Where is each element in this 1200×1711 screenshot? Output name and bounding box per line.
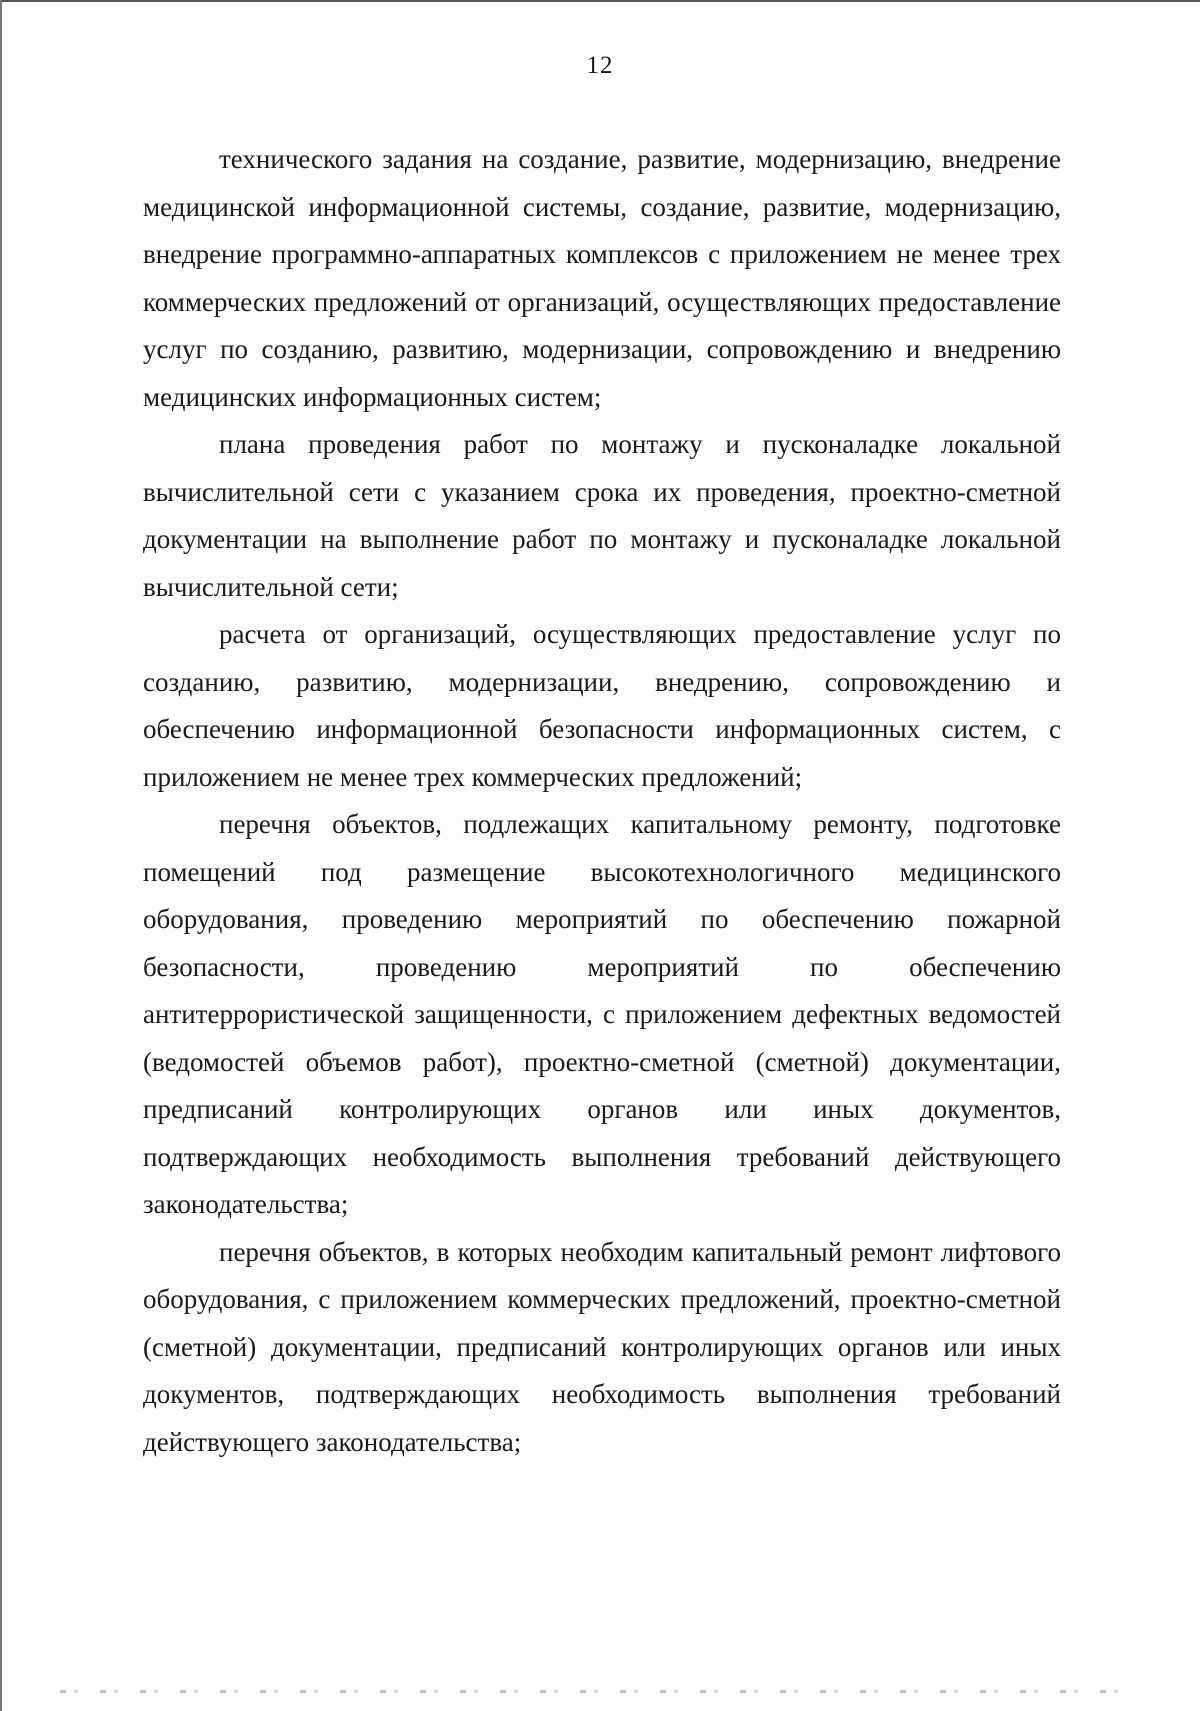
paragraph-elevator-objects: перечня объектов, в которых необходим капитальный ремонт лифтового оборудования, с приложением коммерческих предложений, проектно-сметной (сметной) документации, предписаний контролирующих органов или иных документов, подтверждающих необходимость выполнения требований действующего законодательства; (143, 1236, 1061, 1457)
paragraph-network-plan: плана проведения работ по монтажу и пусконаладке локальной вычислительной сети с указанием срока их проведения, проектно-сметной документации на выполнение работ по монтажу и пусконаладке локальной вычислительной сети; (143, 429, 1061, 602)
paragraph-repair-objects: перечня объектов, подлежащих капитальному ремонту, подготовке помещений под размещение высокотехнологичного медицинского оборудования, проведению мероприятий по обеспечению пожарной безопасности, проведению мероприятий по обеспечению антитеррористической защищенности, с приложением дефектных ведомостей (ведомостей объемов работ), проектно-сметной (сметной) документации, предписаний контролирующих органов или иных документов, подтверждающих необходимость выполнения требований действующего законодательства; (143, 809, 1061, 1219)
scan-edge-top (0, 0, 1200, 2)
scan-edge-left (0, 0, 2, 1711)
scan-footer-noise (60, 1690, 1140, 1693)
page-number: 12 (586, 52, 614, 79)
paragraph-calculation: расчета от организаций, осуществляющих предоставление услуг по созданию, развитию, модернизации, внедрению, сопровождению и обеспечению информационной безопасности информационных систем, с приложением не менее трех коммерческих предложений; (143, 619, 1061, 792)
paragraph-technical-assignment: технического задания на создание, развитие, модернизацию, внедрение медицинской информационной системы, создание, развитие, модернизацию, внедрение программно-аппаратных комплексов с приложением не менее трех коммерческих предложений от организаций, осуществляющих предоставление услуг по созданию, развитию, модернизации, сопровождению и внедрению медицинских информационных систем; (143, 144, 1061, 412)
document-body (143, 136, 1061, 1466)
